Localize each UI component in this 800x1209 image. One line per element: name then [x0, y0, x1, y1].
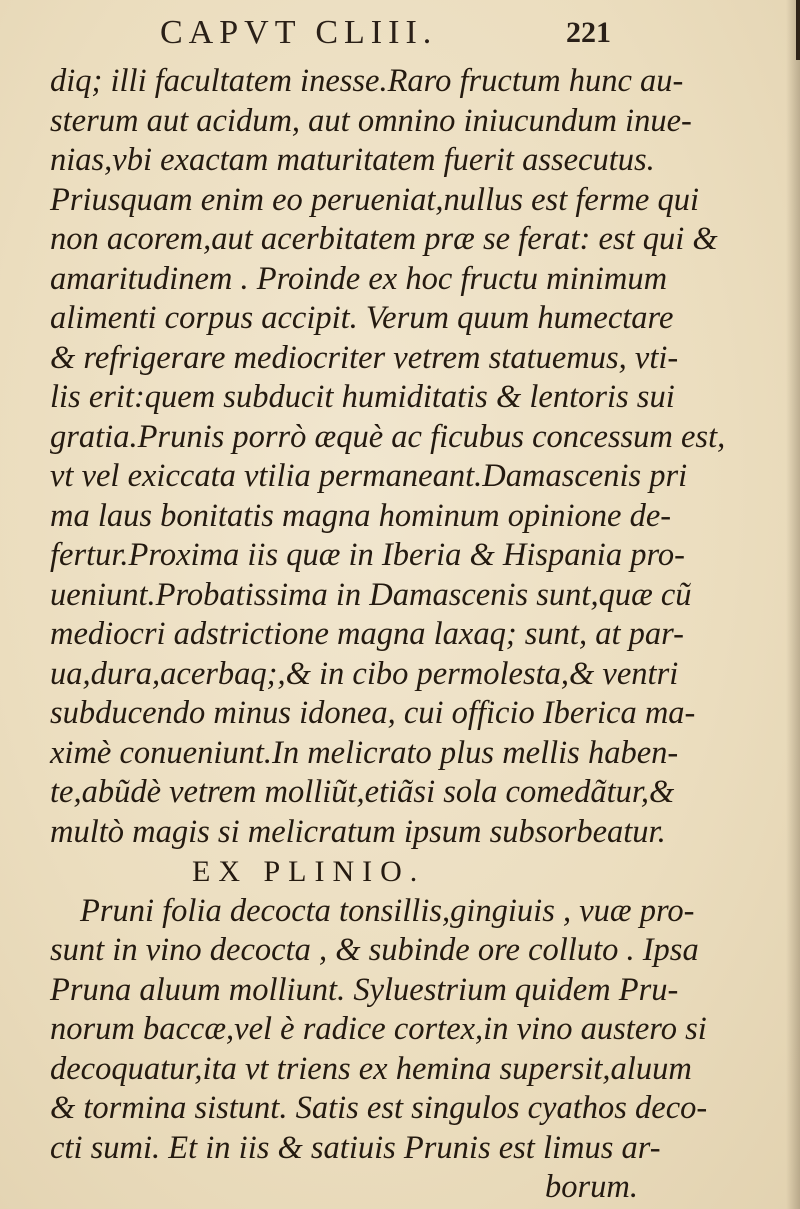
- page-edge-shadow: [786, 0, 800, 1209]
- page-header: [0, 12, 800, 56]
- text-line: & refrigerare mediocriter vetrem statuemus, vti-: [50, 339, 679, 376]
- text-line: ueniunt.Probatissima in Damascenis sunt,quæ cũ: [50, 576, 692, 613]
- text-line: fertur.Proxima iis quæ in Iberia & Hispania pro-: [50, 537, 685, 573]
- text-line: mediocri adstrictione magna laxaq; sunt, at par-: [50, 616, 684, 652]
- text-line: cti sumi. Et in iis & satiuis Prunis est limus ar-: [50, 1129, 661, 1166]
- text-line: non acorem,aut acerbitatem præ se ferat: est qui &: [50, 221, 718, 257]
- running-title: CAPVT CLIII.: [160, 14, 438, 51]
- text-line: ma laus bonitatis magna hominum opinione de-: [50, 497, 672, 534]
- page-number: 221: [566, 16, 611, 49]
- text-line: gratia.Prunis porrò æquè ac ficubus concessum est,: [50, 418, 726, 455]
- text-line: Pruni folia decocta tonsillis,gingiuis , vuæ pro-: [80, 892, 695, 929]
- text-line: nias,vbi exactam maturitatem fuerit assecutus.: [50, 142, 655, 178]
- text-line: norum baccæ,vel è radice cortex,in vino austero si: [50, 1011, 707, 1047]
- text-line: te,abũdè vetrem molliũt,etiãsi sola comedãtur,&: [50, 774, 675, 810]
- text-line: & tormina sistunt. Satis est singulos cyathos deco-: [50, 1090, 708, 1126]
- text-line: vt vel exiccata vtilia permaneant.Damascenis pri: [50, 458, 688, 494]
- text-line: lis erit:quem subducit humiditatis & lentoris sui: [50, 379, 675, 415]
- text-line: ximè conueniunt.In melicrato plus mellis haben-: [50, 734, 679, 771]
- text-line: sunt in vino decocta , & subinde ore colluto . Ipsa: [50, 932, 699, 968]
- text-block: [50, 62, 726, 1208]
- text-line: Priusquam enim eo perueniat,nullus est ferme qui: [50, 181, 700, 218]
- text-line: amaritudinem . Proinde ex hoc fructu minimum: [50, 260, 668, 297]
- text-line: alimenti corpus accipit. Verum quum humectare: [50, 300, 674, 336]
- text-line: ua,dura,acerbaq;,& in cibo permolesta,& ventri: [50, 655, 679, 692]
- final-text-line: borum.: [545, 1169, 638, 1205]
- text-line: Pruna aluum molliunt. Syluestrium quidem Pru-: [50, 971, 679, 1008]
- text-line: decoquatur,ita vt triens ex hemina supersit,aluum: [50, 1050, 692, 1087]
- text-line: multò magis si melicratum ipsum subsorbeatur.: [50, 813, 666, 850]
- text-line: subducendo minus idonea, cui officio Iberica ma-: [50, 695, 696, 731]
- text-line: sterum aut acidum, aut omnino iniucundum inue-: [50, 102, 692, 139]
- text-line: diq; illi facultatem inesse.Raro fructum hunc au-: [50, 63, 684, 99]
- section-heading: EX PLINIO.: [192, 855, 426, 888]
